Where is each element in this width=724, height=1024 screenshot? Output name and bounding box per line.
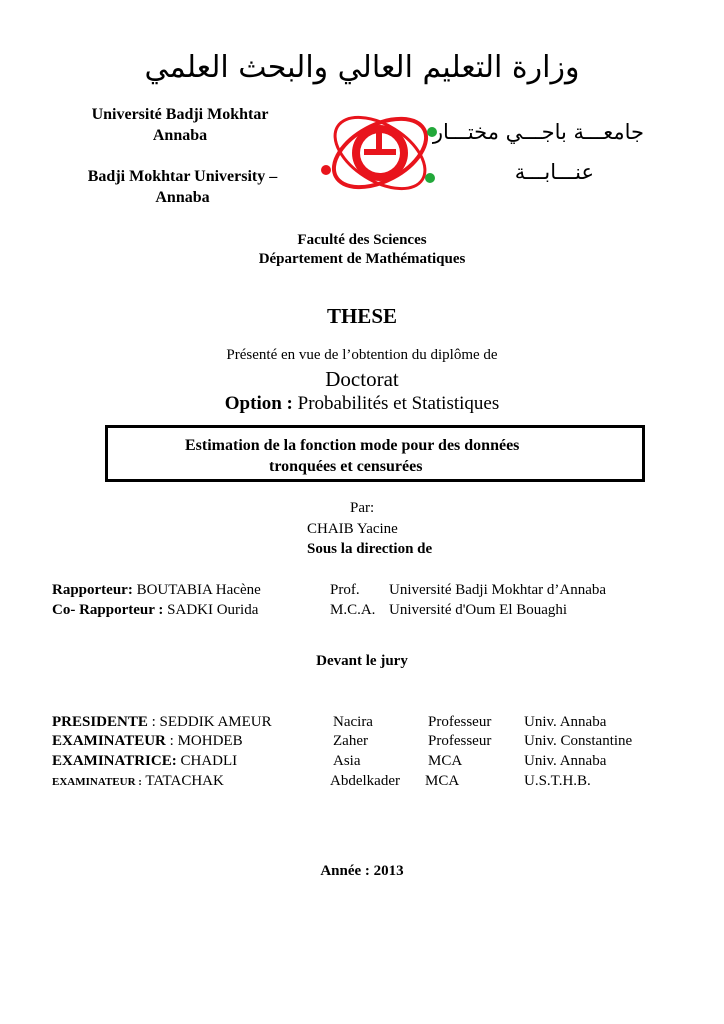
direction-label: Sous la direction de (307, 541, 433, 557)
jury-role: EXAMINATRICE: (52, 753, 177, 769)
jury-role: PRESIDENTE (52, 714, 148, 730)
jury-first-name: Abdelkader (330, 773, 400, 789)
supervisor-row (52, 580, 261, 600)
jury-institution: Univ. Constantine (524, 733, 633, 749)
option-line (0, 393, 724, 415)
jury-first-name: Nacira (333, 714, 373, 730)
jury-member-row (52, 751, 237, 771)
university-en-line2: Annaba (155, 189, 210, 206)
par-label: Par: (350, 500, 375, 516)
subject-line2: tronquées et censurées (269, 458, 423, 475)
jury-role: EXAMINATEUR (52, 733, 166, 749)
university-fr-line1: Université Badji Mokhtar (91, 106, 269, 123)
university-en-line1: Badji Mokhtar University – (87, 168, 278, 185)
year: Année : 2013 (320, 863, 404, 879)
degree-name: Doctorat (325, 367, 399, 391)
co-supervisor-name: SADKI Ourida (167, 602, 259, 618)
jury-role: EXAMINATEUR : (52, 776, 142, 788)
university-name-fr (60, 104, 300, 146)
jury-name: CHADLI (176, 753, 238, 769)
jury-institution: Univ. Annaba (524, 714, 607, 730)
department-name: Département de Mathématiques (258, 251, 466, 267)
jury-institution: Univ. Annaba (524, 753, 607, 769)
supervisor-institution: Université Badji Mokhtar d’Annaba (389, 582, 607, 598)
co-supervisor-role: Co- Rapporteur : (52, 602, 164, 618)
university-name-ar-line1: جامعـــة باجـــي مختـــار (432, 120, 644, 144)
co-supervisor-institution: Université d'Oum El Bouaghi (389, 602, 568, 618)
university-fr-line2: Annaba (152, 127, 208, 144)
option-label: Option : (224, 393, 293, 414)
jury-name: TATACHAK (141, 773, 224, 789)
supervisor-rank: Prof. (330, 582, 360, 598)
jury-member-row (52, 712, 272, 732)
jury-first-name: Zaher (333, 733, 368, 749)
ministry-title: وزارة التعليم العالي والبحث العلمي (144, 50, 580, 85)
jury-rank: Professeur (428, 714, 492, 730)
presented-text: Présenté en vue de l’obtention du diplôme de (226, 347, 498, 363)
supervisor-name: BOUTABIA Hacène (136, 582, 261, 598)
jury-member-row (52, 771, 224, 792)
university-logo (318, 108, 442, 198)
jury-member-row (52, 731, 243, 751)
supervisor-role: Rapporteur: (52, 582, 133, 598)
jury-name: : SEDDIK AMEUR (147, 714, 272, 730)
jury-rank: Professeur (428, 733, 492, 749)
university-name-en (60, 166, 305, 208)
jury-rank: MCA (425, 773, 460, 789)
co-supervisor-rank: M.C.A. (330, 602, 376, 618)
thesis-heading: THESE (326, 304, 398, 328)
faculty-name: Faculté des Sciences (297, 232, 427, 248)
jury-name: : MOHDEB (165, 733, 243, 749)
co-supervisor-row (52, 600, 258, 620)
jury-institution: U.S.T.H.B. (524, 773, 591, 789)
option-value: Probabilités et Statistiques (297, 393, 500, 414)
university-name-ar-line2: عنـــابـــة (514, 160, 594, 184)
jury-first-name: Asia (333, 753, 361, 769)
jury-rank: MCA (428, 753, 463, 769)
author-name: CHAIB Yacine (307, 521, 398, 537)
jury-heading: Devant le jury (316, 653, 408, 669)
subject-line1: Estimation de la fonction mode pour des données (185, 437, 520, 454)
